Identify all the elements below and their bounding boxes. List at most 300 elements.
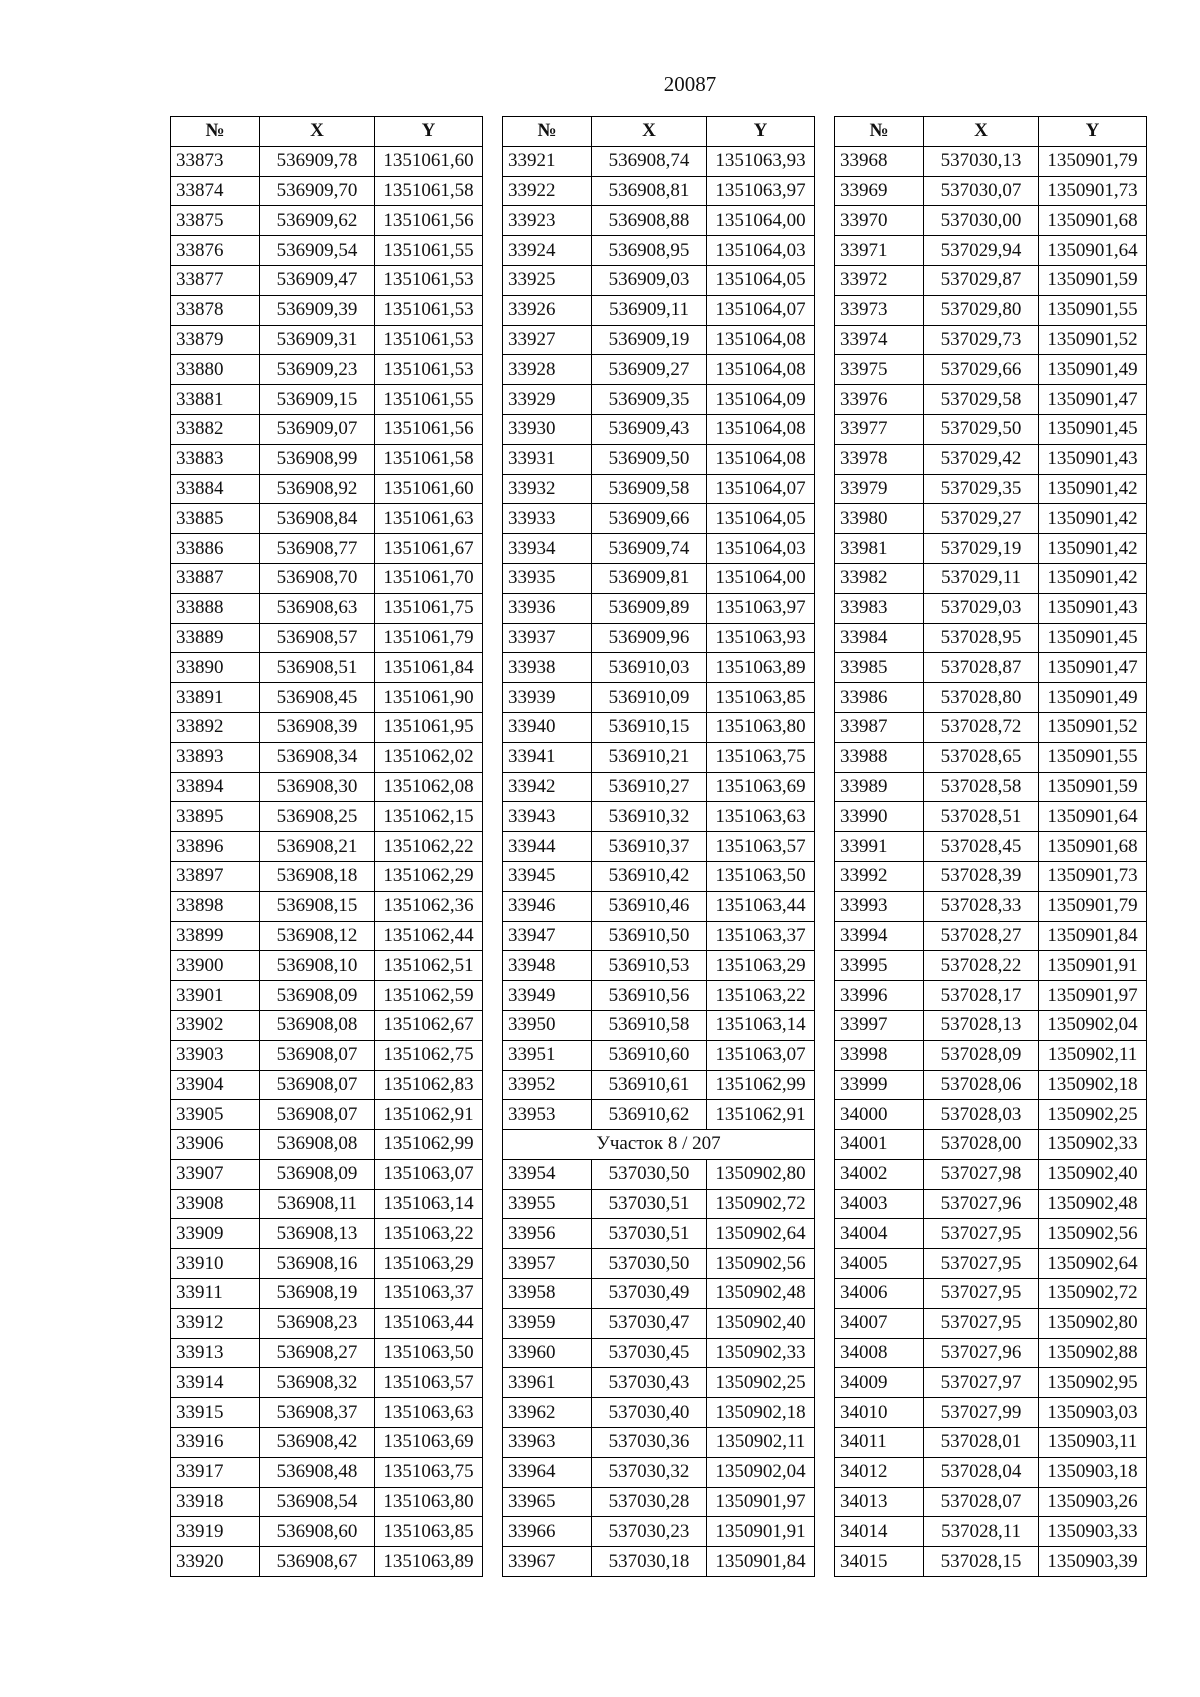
point-number: 33993	[835, 891, 924, 921]
coord-x: 537028,15	[924, 1547, 1039, 1577]
table-row	[835, 951, 1147, 981]
coord-x: 536908,99	[260, 444, 375, 474]
table-row	[171, 474, 483, 504]
table-row	[171, 832, 483, 862]
coord-x: 536908,63	[260, 593, 375, 623]
coord-x: 536910,60	[592, 1040, 707, 1070]
point-number: 34003	[835, 1189, 924, 1219]
point-number: 33958	[503, 1279, 592, 1309]
point-number: 33907	[171, 1159, 260, 1189]
coord-y: 1351063,93	[707, 146, 815, 176]
coord-y: 1351062,75	[375, 1040, 483, 1070]
point-number: 33970	[835, 206, 924, 236]
table-row	[171, 1010, 483, 1040]
point-number: 33896	[171, 832, 260, 862]
point-number: 33916	[171, 1428, 260, 1458]
point-number: 33905	[171, 1100, 260, 1130]
coord-x: 537027,95	[924, 1219, 1039, 1249]
header-y: Y	[707, 117, 815, 147]
coord-x: 537029,94	[924, 236, 1039, 266]
point-number: 33997	[835, 1010, 924, 1040]
point-number: 33922	[503, 176, 592, 206]
coord-x: 537030,47	[592, 1308, 707, 1338]
table-row	[171, 1249, 483, 1279]
table-row	[835, 1219, 1147, 1249]
coord-x: 536910,53	[592, 951, 707, 981]
coord-y: 1350902,33	[1039, 1130, 1147, 1160]
coord-y: 1350901,84	[1039, 921, 1147, 951]
table-row	[503, 504, 815, 534]
coord-y: 1351061,90	[375, 683, 483, 713]
coord-y: 1350901,97	[707, 1487, 815, 1517]
table-row	[171, 653, 483, 683]
coord-x: 537029,58	[924, 385, 1039, 415]
point-number: 33914	[171, 1368, 260, 1398]
point-number: 33943	[503, 802, 592, 832]
coord-y: 1351061,95	[375, 712, 483, 742]
table-row	[835, 265, 1147, 295]
table-row	[171, 295, 483, 325]
table-row	[835, 742, 1147, 772]
coord-x: 536909,47	[260, 265, 375, 295]
point-number: 33965	[503, 1487, 592, 1517]
coord-y: 1350902,11	[1039, 1040, 1147, 1070]
coord-x: 536908,34	[260, 742, 375, 772]
point-number: 33938	[503, 653, 592, 683]
coord-x: 537028,00	[924, 1130, 1039, 1160]
coord-y: 1350902,11	[707, 1428, 815, 1458]
coord-x: 536909,54	[260, 236, 375, 266]
table-row	[503, 832, 815, 862]
coord-x: 536909,58	[592, 474, 707, 504]
table-row	[171, 1398, 483, 1428]
coord-y: 1350901,42	[1039, 474, 1147, 504]
coord-x: 537029,66	[924, 355, 1039, 385]
point-number: 33934	[503, 534, 592, 564]
coord-y: 1351063,85	[375, 1517, 483, 1547]
point-number: 33901	[171, 981, 260, 1011]
coord-x: 536908,09	[260, 981, 375, 1011]
coord-x: 536908,42	[260, 1428, 375, 1458]
coord-y: 1350901,64	[1039, 236, 1147, 266]
coord-x: 537028,17	[924, 981, 1039, 1011]
coord-y: 1351062,67	[375, 1010, 483, 1040]
table-row	[835, 1398, 1147, 1428]
point-number: 33875	[171, 206, 260, 236]
coord-y: 1350902,95	[1039, 1368, 1147, 1398]
coord-y: 1350901,42	[1039, 563, 1147, 593]
table-row	[171, 534, 483, 564]
table-row	[503, 1428, 815, 1458]
point-number: 33882	[171, 414, 260, 444]
table-row	[171, 1308, 483, 1338]
coord-y: 1351063,75	[707, 742, 815, 772]
coord-x: 536908,77	[260, 534, 375, 564]
coord-x: 537028,95	[924, 623, 1039, 653]
coord-y: 1351062,44	[375, 921, 483, 951]
coord-x: 536908,19	[260, 1279, 375, 1309]
coord-x: 536908,51	[260, 653, 375, 683]
coord-x: 537030,40	[592, 1398, 707, 1428]
table-row	[503, 981, 815, 1011]
table-row	[171, 1100, 483, 1130]
coord-y: 1350903,26	[1039, 1487, 1147, 1517]
point-number: 33957	[503, 1249, 592, 1279]
table-row	[835, 534, 1147, 564]
table-row	[171, 1517, 483, 1547]
table-row	[503, 1040, 815, 1070]
table-row	[503, 1159, 815, 1189]
header-y: Y	[1039, 117, 1147, 147]
point-number: 33920	[171, 1547, 260, 1577]
point-number: 34011	[835, 1428, 924, 1458]
table-row	[835, 921, 1147, 951]
coord-y: 1351061,63	[375, 504, 483, 534]
coord-y: 1350902,04	[707, 1457, 815, 1487]
coord-y: 1351061,67	[375, 534, 483, 564]
coord-y: 1350901,45	[1039, 414, 1147, 444]
point-number: 33873	[171, 146, 260, 176]
point-number: 33881	[171, 385, 260, 415]
coord-x: 536908,09	[260, 1159, 375, 1189]
point-number: 33978	[835, 444, 924, 474]
header-row	[503, 117, 815, 147]
table-row	[171, 1040, 483, 1070]
coord-y: 1351061,60	[375, 146, 483, 176]
point-number: 33956	[503, 1219, 592, 1249]
coord-y: 1350901,45	[1039, 623, 1147, 653]
table-row	[503, 1219, 815, 1249]
table-row	[503, 891, 815, 921]
coord-x: 537030,28	[592, 1487, 707, 1517]
coord-x: 536908,25	[260, 802, 375, 832]
coord-y: 1351063,22	[375, 1219, 483, 1249]
point-number: 33955	[503, 1189, 592, 1219]
point-number: 33885	[171, 504, 260, 534]
table-row	[835, 1249, 1147, 1279]
coord-x: 536909,62	[260, 206, 375, 236]
coord-x: 536908,37	[260, 1398, 375, 1428]
point-number: 33918	[171, 1487, 260, 1517]
coord-x: 537028,04	[924, 1457, 1039, 1487]
point-number: 33909	[171, 1219, 260, 1249]
table-row	[503, 385, 815, 415]
coord-y: 1351063,44	[707, 891, 815, 921]
header-x: X	[924, 117, 1039, 147]
table-row	[835, 414, 1147, 444]
coord-x: 537028,07	[924, 1487, 1039, 1517]
coord-x: 536908,95	[592, 236, 707, 266]
point-number: 33981	[835, 534, 924, 564]
table-row	[171, 623, 483, 653]
table-row	[503, 772, 815, 802]
point-number: 33987	[835, 712, 924, 742]
point-number: 33923	[503, 206, 592, 236]
table-row	[171, 444, 483, 474]
coord-x: 537030,51	[592, 1189, 707, 1219]
coord-x: 536908,32	[260, 1368, 375, 1398]
table-row	[171, 355, 483, 385]
table-row	[503, 1010, 815, 1040]
point-number: 33961	[503, 1368, 592, 1398]
point-number: 33940	[503, 712, 592, 742]
coord-y: 1350901,42	[1039, 504, 1147, 534]
point-number: 33927	[503, 325, 592, 355]
point-number: 33921	[503, 146, 592, 176]
point-number: 33883	[171, 444, 260, 474]
coord-x: 536909,50	[592, 444, 707, 474]
table-row	[835, 1010, 1147, 1040]
point-number: 33874	[171, 176, 260, 206]
coord-x: 536909,74	[592, 534, 707, 564]
point-number: 33950	[503, 1010, 592, 1040]
point-number: 33962	[503, 1398, 592, 1428]
header-row	[171, 117, 483, 147]
coord-y: 1351063,50	[375, 1338, 483, 1368]
table-row	[171, 802, 483, 832]
point-number: 33959	[503, 1308, 592, 1338]
coord-y: 1350903,11	[1039, 1428, 1147, 1458]
point-number: 33986	[835, 683, 924, 713]
point-number: 33995	[835, 951, 924, 981]
coord-x: 536908,92	[260, 474, 375, 504]
point-number: 33902	[171, 1010, 260, 1040]
coord-y: 1351063,63	[375, 1398, 483, 1428]
point-number: 33952	[503, 1070, 592, 1100]
table-row	[503, 563, 815, 593]
coord-x: 537028,51	[924, 802, 1039, 832]
coord-y: 1351061,70	[375, 563, 483, 593]
coord-x: 536908,57	[260, 623, 375, 653]
point-number: 33900	[171, 951, 260, 981]
coord-x: 536909,66	[592, 504, 707, 534]
coord-x: 536909,78	[260, 146, 375, 176]
table-row	[503, 742, 815, 772]
header-number: №	[503, 117, 592, 147]
coord-y: 1351063,14	[707, 1010, 815, 1040]
table-row	[503, 1279, 815, 1309]
coord-x: 537027,99	[924, 1398, 1039, 1428]
coord-x: 537028,39	[924, 861, 1039, 891]
coord-x: 537030,23	[592, 1517, 707, 1547]
coord-y: 1351063,97	[707, 593, 815, 623]
table-row	[835, 1040, 1147, 1070]
coord-x: 536908,67	[260, 1547, 375, 1577]
table-row	[835, 146, 1147, 176]
coord-x: 536910,58	[592, 1010, 707, 1040]
coord-y: 1351063,44	[375, 1308, 483, 1338]
table-row	[171, 1159, 483, 1189]
table-row	[171, 593, 483, 623]
table-row	[503, 1457, 815, 1487]
coord-y: 1351061,75	[375, 593, 483, 623]
coord-y: 1351061,58	[375, 444, 483, 474]
table-row	[503, 951, 815, 981]
coord-y: 1350901,64	[1039, 802, 1147, 832]
table-row	[835, 802, 1147, 832]
coord-y: 1350901,59	[1039, 265, 1147, 295]
coord-x: 537030,13	[924, 146, 1039, 176]
point-number: 33932	[503, 474, 592, 504]
table-row	[503, 534, 815, 564]
coord-y: 1350901,68	[1039, 832, 1147, 862]
point-number: 33933	[503, 504, 592, 534]
point-number: 34004	[835, 1219, 924, 1249]
table-row	[171, 385, 483, 415]
coord-x: 536908,54	[260, 1487, 375, 1517]
table-row	[171, 1070, 483, 1100]
point-number: 33936	[503, 593, 592, 623]
coord-x: 537028,01	[924, 1428, 1039, 1458]
table-row	[835, 1130, 1147, 1160]
table-row	[171, 1368, 483, 1398]
coord-y: 1351063,37	[707, 921, 815, 951]
coord-x: 537028,65	[924, 742, 1039, 772]
coord-y: 1350902,80	[1039, 1308, 1147, 1338]
coord-x: 536908,18	[260, 861, 375, 891]
coord-y: 1350901,59	[1039, 772, 1147, 802]
point-number: 33991	[835, 832, 924, 862]
table-row	[835, 504, 1147, 534]
coord-x: 537028,58	[924, 772, 1039, 802]
point-number: 33887	[171, 563, 260, 593]
coord-x: 536910,37	[592, 832, 707, 862]
coord-y: 1350902,33	[707, 1338, 815, 1368]
coord-y: 1350901,47	[1039, 385, 1147, 415]
coord-y: 1351061,55	[375, 385, 483, 415]
table-row	[171, 206, 483, 236]
table-row	[503, 444, 815, 474]
coordinates-table-1	[170, 116, 483, 1577]
coord-x: 536908,60	[260, 1517, 375, 1547]
point-number: 34005	[835, 1249, 924, 1279]
header-row	[835, 117, 1147, 147]
coord-x: 536908,23	[260, 1308, 375, 1338]
coord-x: 537030,50	[592, 1159, 707, 1189]
coord-y: 1350901,52	[1039, 325, 1147, 355]
coord-x: 536909,07	[260, 414, 375, 444]
coord-y: 1350902,25	[707, 1368, 815, 1398]
table-row	[503, 1368, 815, 1398]
coord-x: 537027,97	[924, 1368, 1039, 1398]
coord-x: 536908,39	[260, 712, 375, 742]
point-number: 33878	[171, 295, 260, 325]
coord-x: 536908,08	[260, 1130, 375, 1160]
page-number: 20087	[663, 72, 717, 96]
point-number: 33980	[835, 504, 924, 534]
point-number: 33928	[503, 355, 592, 385]
point-number: 33985	[835, 653, 924, 683]
coord-x: 536908,12	[260, 921, 375, 951]
table-row	[835, 891, 1147, 921]
point-number: 33984	[835, 623, 924, 653]
point-number: 33946	[503, 891, 592, 921]
point-number: 33964	[503, 1457, 592, 1487]
coord-y: 1350901,47	[1039, 653, 1147, 683]
coord-y: 1351063,85	[707, 683, 815, 713]
coord-x: 537027,96	[924, 1338, 1039, 1368]
coord-y: 1350902,56	[1039, 1219, 1147, 1249]
coord-y: 1350902,64	[1039, 1249, 1147, 1279]
coord-y: 1350902,40	[1039, 1159, 1147, 1189]
point-number: 33913	[171, 1338, 260, 1368]
table-row	[503, 1487, 815, 1517]
table-row	[835, 236, 1147, 266]
coord-x: 536909,39	[260, 295, 375, 325]
coord-y: 1351062,99	[707, 1070, 815, 1100]
coord-x: 537028,11	[924, 1517, 1039, 1547]
coord-y: 1351064,05	[707, 265, 815, 295]
coord-y: 1350901,79	[1039, 146, 1147, 176]
coord-y: 1351062,15	[375, 802, 483, 832]
table-row	[503, 1249, 815, 1279]
coord-y: 1351063,69	[375, 1428, 483, 1458]
coord-y: 1350901,68	[1039, 206, 1147, 236]
coord-y: 1350902,72	[707, 1189, 815, 1219]
point-number: 33996	[835, 981, 924, 1011]
coord-y: 1351063,57	[375, 1368, 483, 1398]
coord-x: 536910,03	[592, 653, 707, 683]
coord-x: 536908,70	[260, 563, 375, 593]
table-row	[503, 1308, 815, 1338]
coord-x: 536908,81	[592, 176, 707, 206]
coord-x: 536908,30	[260, 772, 375, 802]
coord-x: 536910,09	[592, 683, 707, 713]
coord-y: 1351061,56	[375, 206, 483, 236]
table-row	[171, 1279, 483, 1309]
coord-x: 537028,45	[924, 832, 1039, 862]
table-row	[171, 1219, 483, 1249]
table-row	[171, 712, 483, 742]
coord-x: 537029,73	[924, 325, 1039, 355]
point-number: 33976	[835, 385, 924, 415]
point-number: 33891	[171, 683, 260, 713]
table-row	[503, 861, 815, 891]
coord-y: 1351062,02	[375, 742, 483, 772]
coord-y: 1351063,89	[707, 653, 815, 683]
coord-y: 1350903,33	[1039, 1517, 1147, 1547]
coord-y: 1351061,60	[375, 474, 483, 504]
coordinates-table-2	[502, 116, 815, 1577]
table-body	[503, 146, 815, 1576]
coord-x: 536908,11	[260, 1189, 375, 1219]
table-row	[171, 176, 483, 206]
coord-x: 537030,07	[924, 176, 1039, 206]
coord-y: 1351064,03	[707, 534, 815, 564]
coord-y: 1351062,91	[375, 1100, 483, 1130]
table-row	[171, 981, 483, 1011]
point-number: 33915	[171, 1398, 260, 1428]
table-row	[503, 1398, 815, 1428]
coord-y: 1351061,55	[375, 236, 483, 266]
table-body	[835, 146, 1147, 1576]
point-number: 33894	[171, 772, 260, 802]
table-row	[835, 176, 1147, 206]
table-row	[835, 1159, 1147, 1189]
point-number: 34015	[835, 1547, 924, 1577]
point-number: 33971	[835, 236, 924, 266]
table-row	[171, 1547, 483, 1577]
coord-y: 1350901,42	[1039, 534, 1147, 564]
coord-y: 1350902,04	[1039, 1010, 1147, 1040]
coord-y: 1351063,22	[707, 981, 815, 1011]
table-row	[503, 474, 815, 504]
table-row	[503, 355, 815, 385]
coord-y: 1350902,25	[1039, 1100, 1147, 1130]
coord-x: 537027,95	[924, 1308, 1039, 1338]
point-number: 33967	[503, 1547, 592, 1577]
point-number: 33910	[171, 1249, 260, 1279]
